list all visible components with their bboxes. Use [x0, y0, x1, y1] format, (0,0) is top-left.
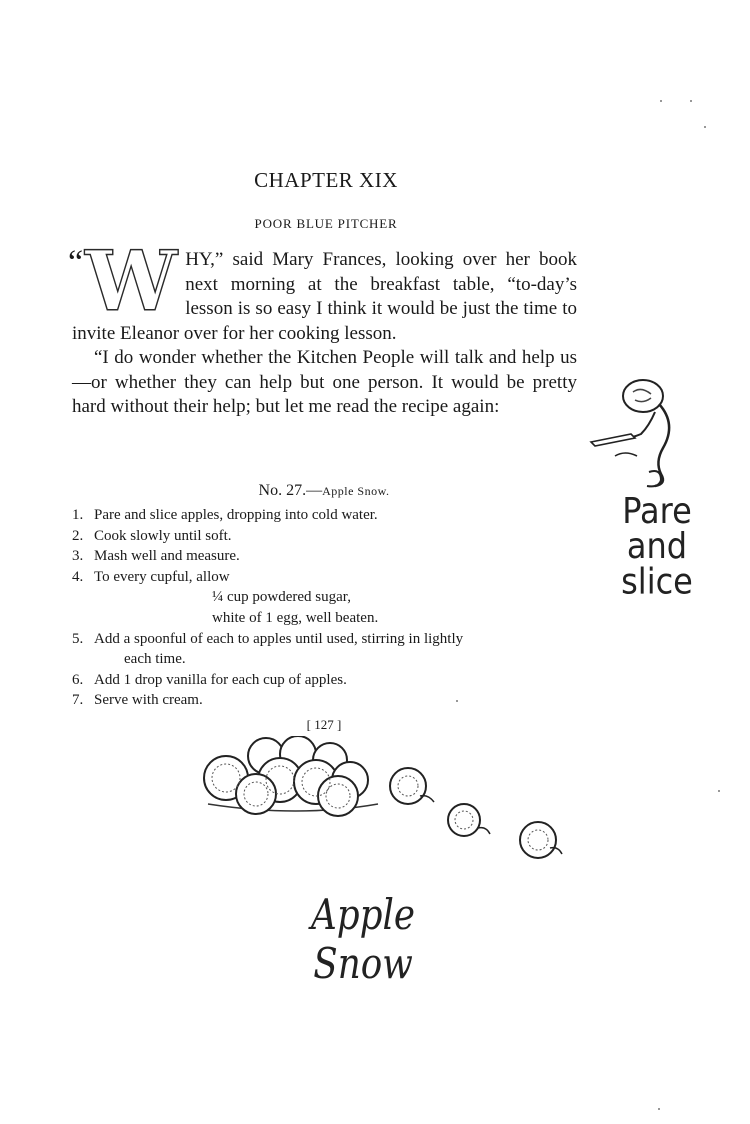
recipe-step [72, 526, 582, 547]
step-text: Serve with cream. [94, 692, 203, 709]
step-number: 5. [72, 630, 84, 647]
chapter-subtitle: POOR BLUE PITCHER [254, 216, 398, 231]
step-text: Pare and slice apples, dropping into cold water. [94, 507, 378, 523]
paper-speck [660, 100, 662, 102]
step-text: Add 1 drop vanilla for each cup of apples. [94, 671, 347, 688]
paper-speck [704, 126, 706, 128]
paper-speck [658, 1108, 660, 1110]
step-number: 7. [72, 692, 84, 709]
step-number: 2. [72, 527, 84, 544]
recipe-step [72, 505, 582, 526]
side-label [612, 489, 702, 603]
recipe-step [72, 670, 582, 691]
step-text: Add a spoonful of each to apples until used, stirring in lightly [94, 630, 464, 647]
body-text [68, 234, 577, 420]
recipe-steps [72, 505, 582, 711]
apple-peel-icon [585, 372, 685, 490]
recipe-step [72, 546, 582, 567]
recipe-step [72, 629, 582, 650]
side-label-line: Pare [622, 489, 692, 532]
step-4-sub-item: white of 1 egg, well beaten. [212, 609, 379, 626]
paragraph-1 [68, 234, 577, 346]
paragraph-1-text: HY,” said Mary Frances, looking over her book next morning at the breakfast table, “to-day’s lesson is so easy I think it would be just the time to invite Eleanor over for her cooking lesson. [72, 249, 577, 344]
apple-snow-dishes-icon [198, 736, 578, 866]
recipe-step [72, 567, 582, 588]
step-number: 4. [72, 568, 84, 585]
side-label-line: slice [621, 560, 693, 603]
step-text: Cook slowly until soft. [94, 527, 232, 544]
recipe-heading [0, 482, 648, 500]
recipe-number: No. 27.— [258, 482, 323, 499]
step-5-continuation: each time. [124, 651, 186, 668]
step-number: 1. [72, 507, 84, 523]
opening-quote: “ [68, 244, 84, 281]
apple-snow-illustration [198, 736, 578, 866]
page-number: [ 127 ] [306, 717, 342, 732]
step-text: To every cupful, allow [94, 568, 230, 585]
side-label-line: and [626, 525, 688, 567]
peeled-apple-illustration [585, 372, 685, 490]
paragraph-2: “I do wonder whether the Kitchen People will talk and help us—or whether they can help but one person. It would be pretty hard without their help; but let me read the recipe again: [72, 347, 577, 417]
paper-speck [456, 700, 458, 702]
drop-cap-letter: W [85, 234, 178, 330]
step-number: 6. [72, 671, 84, 688]
chapter-title: CHAPTER XIX [254, 168, 398, 192]
paper-speck [718, 790, 720, 792]
illustration-caption: Apple Snow [310, 890, 416, 988]
step-number: 3. [72, 548, 84, 565]
paper-speck [690, 100, 692, 102]
step-4-sub-item: ¼ cup powdered sugar, [212, 589, 351, 606]
recipe-name: Apple Snow. [322, 484, 390, 498]
recipe-step [72, 690, 582, 711]
step-text: Mash well and measure. [94, 548, 240, 565]
